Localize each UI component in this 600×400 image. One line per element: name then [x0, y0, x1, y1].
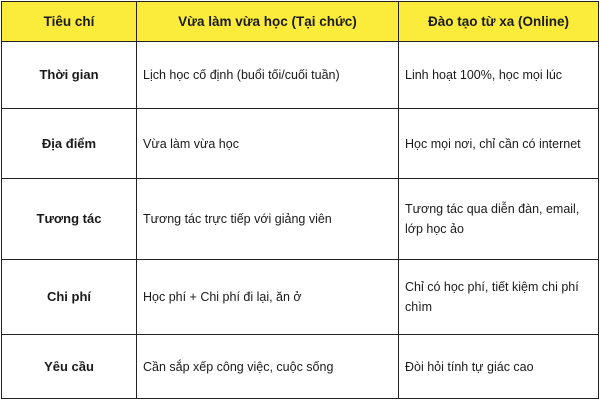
in-service-cell: Tương tác trực tiếp với giảng viên — [137, 179, 399, 260]
criterion-cell: Thời gian — [2, 42, 137, 109]
criterion-cell: Địa điểm — [2, 109, 137, 179]
table-row — [2, 260, 599, 335]
table-row — [2, 179, 599, 260]
in-service-cell: Học phí + Chi phí đi lại, ăn ở — [137, 260, 399, 335]
online-cell: Tương tác qua diễn đàn, email, lớp học ảo — [399, 179, 599, 260]
in-service-cell: Cần sắp xếp công việc, cuộc sống — [137, 335, 399, 399]
header-online: Đào tạo từ xa (Online) — [399, 2, 599, 42]
online-cell: Đòi hỏi tính tự giác cao — [399, 335, 599, 399]
header-row — [2, 2, 599, 42]
header-in-service: Vừa làm vừa học (Tại chức) — [137, 2, 399, 42]
online-cell: Linh hoạt 100%, học mọi lúc — [399, 42, 599, 109]
criterion-cell: Tương tác — [2, 179, 137, 260]
in-service-cell: Lịch học cố định (buổi tối/cuối tuần) — [137, 42, 399, 109]
criterion-cell: Chi phí — [2, 260, 137, 335]
comparison-table — [1, 1, 599, 399]
table-row — [2, 42, 599, 109]
table-row — [2, 109, 599, 179]
header-criterion: Tiêu chí — [2, 2, 137, 42]
criterion-cell: Yêu cầu — [2, 335, 137, 399]
in-service-cell: Vừa làm vừa học — [137, 109, 399, 179]
online-cell: Chỉ có học phí, tiết kiệm chi phí chìm — [399, 260, 599, 335]
online-cell: Học mọi nơi, chỉ cần có internet — [399, 109, 599, 179]
table-row — [2, 335, 599, 399]
